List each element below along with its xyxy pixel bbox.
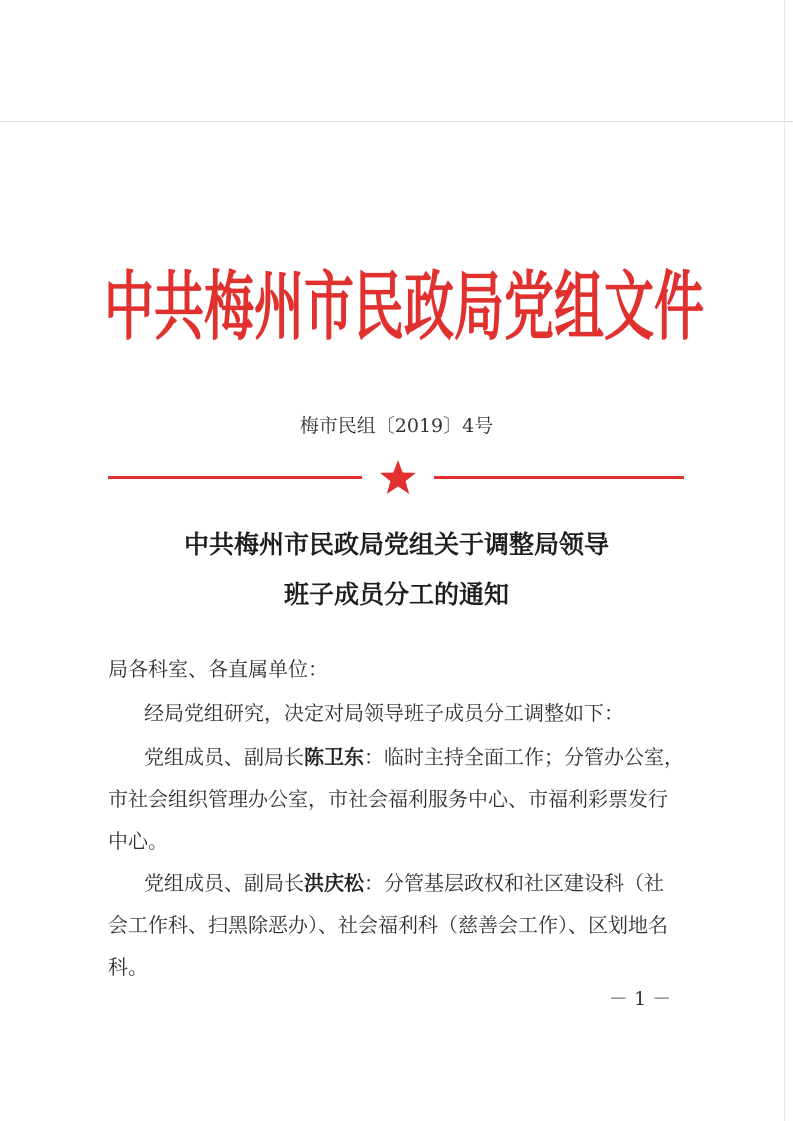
page-number: － 1 － xyxy=(608,988,672,1010)
member1-prefix: 党组成员、副局长 xyxy=(144,745,304,769)
member1-name: 陈卫东 xyxy=(304,745,364,769)
red-rule-left xyxy=(108,476,362,479)
notice-title-line-1: 中共梅州市民政局党组关于调整局领导 xyxy=(183,530,609,559)
member1-line-2: 市社会组织管理办公室，市社会福利服务中心、市福利彩票发行 xyxy=(108,787,668,811)
member2-line-2: 会工作科、扫黑除恶办）、社会福利科（慈善会工作）、区划地名 xyxy=(108,913,668,937)
red-star-icon xyxy=(378,458,418,498)
notice-title-line-2: 班子成员分工的通知 xyxy=(283,580,509,609)
member2-line-3: 科。 xyxy=(108,955,148,979)
red-header-title: 中共梅州市民政局党组文件 xyxy=(104,263,704,351)
member2-prefix: 党组成员、副局长 xyxy=(144,871,304,895)
salutation: 局各科室、各直属单位： xyxy=(108,657,328,681)
intro-paragraph: 经局党组研究，决定对局领导班子成员分工调整如下： xyxy=(144,701,624,725)
member2-name: 洪庆松 xyxy=(304,871,364,895)
scan-edge-line xyxy=(0,121,793,122)
member1-duties: ：临时主持全面工作；分管办公室， xyxy=(364,745,684,769)
member1-line-3: 中心。 xyxy=(108,829,168,853)
member1-line-1 xyxy=(144,742,684,772)
member2-line-1 xyxy=(144,868,664,898)
document-number: 梅市民组〔2019〕4号 xyxy=(299,415,494,437)
red-rule-right xyxy=(434,476,684,479)
member2-duties: ：分管基层政权和社区建设科（社 xyxy=(364,871,664,895)
